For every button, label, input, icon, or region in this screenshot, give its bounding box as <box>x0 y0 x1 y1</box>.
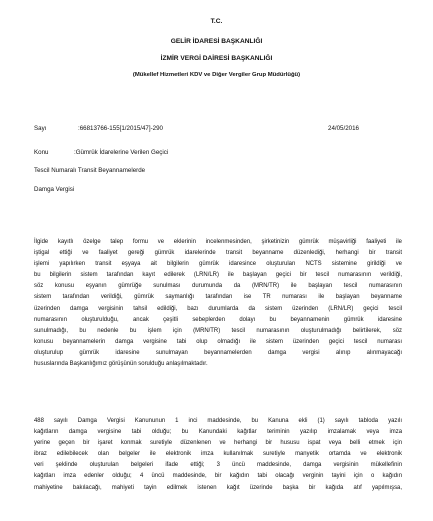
paragraph-line: iştigal ettiği ve faaliyet gereği gümrük idarelerinde transit beyanname düzenlediği, herhangi bir transit <box>34 250 402 257</box>
paragraph-line: hususlarında Başkanlığımız görüşünün sorulduğu anlaşılmaktadır. <box>34 361 208 368</box>
body-paragraph-1 <box>34 237 402 370</box>
paragraph-line: üzerinden damga vergisinin tahsil edildiği, bazı durumlarda da sistem üzerinden (LRN/LR) geçici tescil <box>34 305 402 312</box>
paragraph-line: veri şeklinde oluşturulan belgeleri ifade ettiği; 3 üncü maddesinde, damga vergisinin mükellefinin <box>34 462 402 469</box>
header-tc: T.C. <box>210 18 223 25</box>
paragraph-line: ibraz edilebilecek olan belgeler ile elektronik imza kullanılmak suretiyle manyetik ortamda ve elektronik <box>34 451 402 458</box>
konu-line-3: Damga Vergisi <box>34 186 75 193</box>
paragraph-line: oluşturulup gümrük idaresine sunulmayan beyannamelerden damga vergisi alınıp alınmayacağı <box>34 349 402 356</box>
paragraph-line: 488 sayılı Damga Vergisi Kanununun 1 inci maddesinde, bu Kanuna ekli (1) sayılı tabloda yazılı <box>34 418 402 424</box>
paragraph-line: sunulmadığı, bu nedenle bu işlem için (MRN/TR) tescil numarasının oluşturulmadığı belirtilerek, söz <box>34 327 402 334</box>
paragraph-line: numarasının oluşturulduğu, ancak çeşitli sebeplerden dolayı bu beyannamenin gümrük idaresine <box>34 316 402 323</box>
sayi-label: Sayı <box>34 125 47 132</box>
konu-label: Konu <box>34 149 49 156</box>
sayi-value: :66813766-155[1/2015/47]-290 <box>78 125 163 132</box>
paragraph-line: bu bilgilerin sistem tarafından kayıt edilerek (LRN/LR) ile başlayan geçici bir tescil numarasının verildiği, <box>34 272 402 279</box>
paragraph-line: mahiyetine bakılacağı, mahiyeti tayin edilmek istenen kağıt üzerinde başka bir kağıda atıf yapılmışsa, <box>34 484 402 491</box>
paragraph-line: kağıtların damga vergisine tabi olduğu; bu Kanundaki kağıtlar teriminin yazılıp imzalamak veya imza <box>34 429 402 436</box>
paragraph-line: konusu beyannamelerin damga vergisine tabi olup olmadığı ile sistem üzerinden geçici tescil numarası <box>34 338 402 345</box>
paragraph-line: söz konusu eşyanın gümrüğe sunulması durumunda da (MRN/TR) ile başlayan tescil numarasının <box>34 283 402 290</box>
body-paragraph-2 <box>34 416 402 494</box>
paragraph-line: kağıtları imza edenler olduğu; 4 üncü maddesinde, bir kağıdın tabi olacağı verginin tayini için o kağıdın <box>34 473 402 480</box>
konu-value: :Gümrük İdarelerine Verilen Geçici <box>74 149 169 156</box>
paragraph-line: işlemi yapılırken transit eşyaya ait bilgilerin gümrük idaresince oluşturulan NCTS sistemine girildiği ve <box>34 261 402 268</box>
paragraph-line: sistem tarafından verildiği, gümrük saymanlığı tarafından ise TR numarası ile başlayan beyanname <box>34 294 402 301</box>
paragraph-line: yerine geçen bir işaret konmak suretiyle düzenlenen ve herhangi bir hususu ispat veya belli etmek için <box>34 440 402 447</box>
konu-line-2: Tescil Numaralı Transit Beyannamelerde <box>34 167 146 174</box>
header-department: (Mükellef Hizmetleri KDV ve Diğer Vergiler Grup Müdürlüğü) <box>132 72 301 78</box>
paragraph-line: İlgide kayıtlı özelge talep formu ve eklerinin incelenmesinden, şirketinizin gümrük müşavirliği faaliyeti ile <box>34 239 402 245</box>
header-office: İZMİR VERGİ DAİRESİ BAŞKANLIĞI <box>160 55 273 62</box>
header-agency: GELİR İDARESİ BAŞKANLIĞI <box>170 38 263 45</box>
document-date: 24/05/2016 <box>328 125 359 132</box>
